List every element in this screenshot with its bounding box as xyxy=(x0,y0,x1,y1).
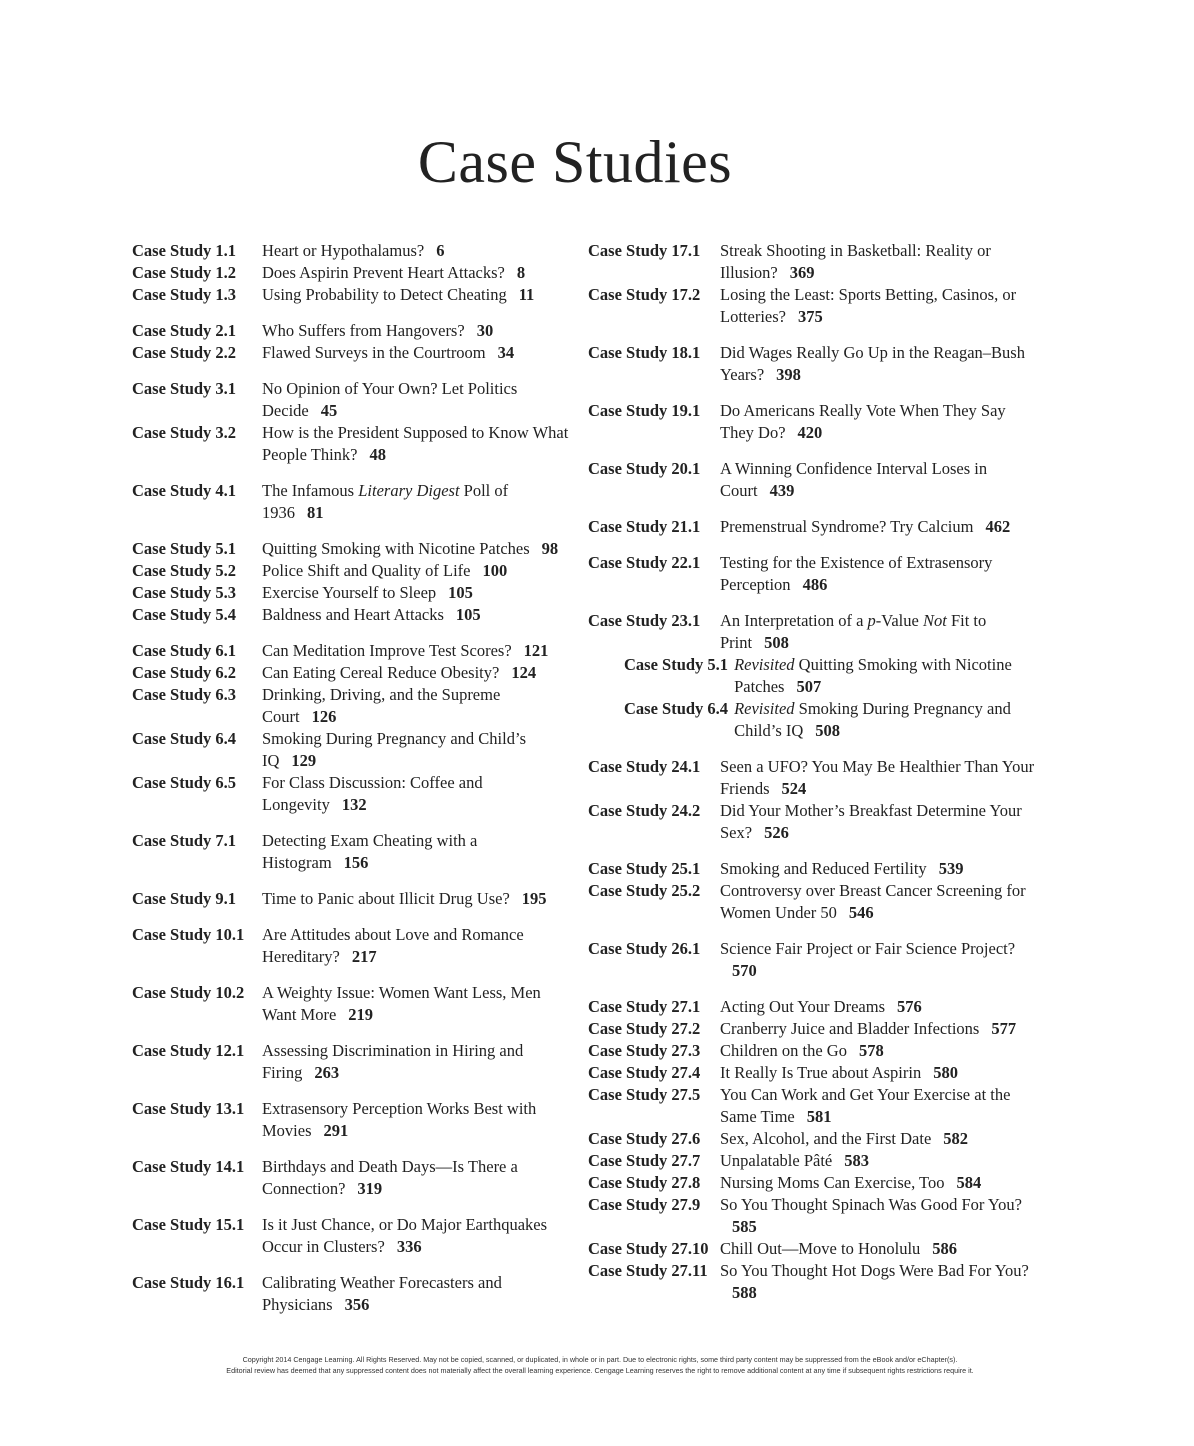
case-study-entry xyxy=(588,400,1038,444)
case-study-entry xyxy=(132,582,572,604)
case-study-title: Did Wages Really Go Up in the Reagan–Bush Years? 398 xyxy=(720,343,1025,384)
case-study-label: Case Study 23.1 xyxy=(588,611,701,630)
case-study-title: Sex, Alcohol, and the First Date 582 xyxy=(720,1129,969,1148)
page-number: 570 xyxy=(732,961,757,980)
case-study-title: Can Meditation Improve Test Scores? 121 xyxy=(262,641,549,660)
page-number: 8 xyxy=(516,263,526,282)
case-study-group xyxy=(588,458,1038,502)
case-study-label: Case Study 1.3 xyxy=(132,285,237,304)
case-study-entry xyxy=(132,662,572,684)
case-study-title: Smoking During Pregnancy and Child’s IQ 129 xyxy=(262,729,526,770)
case-study-entry xyxy=(132,378,572,422)
page-number: 578 xyxy=(858,1041,884,1060)
page-number: 356 xyxy=(344,1295,370,1314)
case-study-label: Case Study 6.4 xyxy=(624,699,729,718)
case-study-title: Extrasensory Perception Works Best with Movies 291 xyxy=(262,1099,537,1140)
case-study-entry xyxy=(132,1040,572,1084)
page-number: 11 xyxy=(518,285,535,304)
case-study-entry xyxy=(588,858,1038,880)
case-study-label: Case Study 4.1 xyxy=(132,481,237,500)
italic-text: Revisited xyxy=(734,655,795,674)
page-number: 439 xyxy=(769,481,795,500)
page-number: 6 xyxy=(436,241,445,260)
page-number: 582 xyxy=(943,1129,969,1148)
case-study-group xyxy=(132,378,572,466)
case-study-label: Case Study 5.1 xyxy=(132,539,237,558)
page-number: 98 xyxy=(541,539,559,558)
case-study-title: Detecting Exam Cheating with a Histogram 156 xyxy=(262,831,478,872)
case-study-group xyxy=(132,320,572,364)
page-number: 217 xyxy=(351,947,377,966)
case-study-label: Case Study 27.7 xyxy=(588,1151,701,1170)
page-number: 45 xyxy=(320,401,338,420)
case-study-group xyxy=(588,342,1038,386)
case-study-entry xyxy=(132,560,572,582)
case-study-title: Unpalatable Pâté 583 xyxy=(720,1151,869,1170)
case-study-entry xyxy=(132,1098,572,1142)
case-study-entry xyxy=(132,1156,572,1200)
case-study-revisited-entry xyxy=(624,654,1038,698)
case-study-group xyxy=(132,1098,572,1142)
case-study-label: Case Study 6.3 xyxy=(132,685,237,704)
case-study-title: Baldness and Heart Attacks 105 xyxy=(262,605,481,624)
case-study-title: Are Attitudes about Love and Romance Hereditary? 217 xyxy=(262,925,524,966)
case-study-entry xyxy=(132,924,572,968)
italic-text: p xyxy=(867,611,876,630)
case-study-label: Case Study 3.1 xyxy=(132,379,237,398)
case-study-title: Can Eating Cereal Reduce Obesity? 124 xyxy=(262,663,537,682)
page-number: 30 xyxy=(476,321,494,340)
case-study-label: Case Study 19.1 xyxy=(588,401,701,420)
case-study-entry xyxy=(132,422,572,466)
case-study-title: Do Americans Really Vote When They Say They Do? 420 xyxy=(720,401,1006,442)
page-number: 34 xyxy=(497,343,515,362)
case-study-entry xyxy=(132,772,572,816)
page-number: 263 xyxy=(314,1063,340,1082)
case-study-title: An Interpretation of a p-Value Not Fit to Print 508 xyxy=(720,611,987,652)
case-study-title: How is the President Supposed to Know What People Think? 48 xyxy=(262,423,569,464)
case-study-title: Calibrating Weather Forecasters and Physicians 356 xyxy=(262,1273,502,1314)
footer-line: Editorial review has deemed that any suppressed content does not materially affect the overall learning experience. Cengage Learning reserves the right to remove additional content at any time if subsequent rights restrictions require it. xyxy=(226,1366,974,1375)
case-study-label: Case Study 17.2 xyxy=(588,285,701,304)
case-study-title: Exercise Yourself to Sleep 105 xyxy=(262,583,473,602)
page-number: 420 xyxy=(797,423,823,442)
case-study-title: Who Suffers from Hangovers? 30 xyxy=(262,321,494,340)
case-study-label: Case Study 2.1 xyxy=(132,321,237,340)
case-study-entry xyxy=(588,516,1038,538)
case-study-entry xyxy=(588,284,1038,328)
italic-text: Literary Digest xyxy=(358,481,460,500)
case-study-group xyxy=(132,538,572,626)
case-study-label: Case Study 12.1 xyxy=(132,1041,245,1060)
case-study-entry xyxy=(588,1062,1038,1084)
page-number: 584 xyxy=(956,1173,982,1192)
case-study-group xyxy=(588,858,1038,924)
page-number: 105 xyxy=(455,605,481,624)
case-study-group xyxy=(588,400,1038,444)
case-study-label: Case Study 1.2 xyxy=(132,263,237,282)
case-study-title: Chill Out—Move to Honolulu 586 xyxy=(720,1239,958,1258)
case-study-title: The Infamous Literary Digest Poll of 1936 81 xyxy=(262,481,509,522)
case-study-entry xyxy=(132,888,572,910)
page-number: 48 xyxy=(369,445,386,464)
italic-text: Revisited xyxy=(734,699,795,718)
case-study-label: Case Study 24.1 xyxy=(588,757,701,776)
case-study-label: Case Study 27.1 xyxy=(588,997,701,1016)
case-study-label: Case Study 27.4 xyxy=(588,1063,701,1082)
case-study-entry xyxy=(132,684,572,728)
case-study-label: Case Study 22.1 xyxy=(588,553,701,572)
case-study-label: Case Study 27.8 xyxy=(588,1173,701,1192)
page-number: 195 xyxy=(521,889,547,908)
case-study-group xyxy=(588,516,1038,538)
case-study-title: Drinking, Driving, and the Supreme Court 126 xyxy=(262,685,501,726)
case-study-entry xyxy=(588,996,1038,1018)
case-study-label: Case Study 27.2 xyxy=(588,1019,701,1038)
case-study-title: Does Aspirin Prevent Heart Attacks? 8 xyxy=(262,263,526,282)
page-number: 486 xyxy=(802,575,828,594)
case-study-title: Controversy over Breast Cancer Screening for Women Under 50 546 xyxy=(720,881,1026,922)
case-study-label: Case Study 7.1 xyxy=(132,831,237,850)
page-number: 581 xyxy=(806,1107,832,1126)
case-study-label: Case Study 18.1 xyxy=(588,343,701,362)
case-study-group xyxy=(132,1040,572,1084)
page-number: 129 xyxy=(291,751,317,770)
case-study-label: Case Study 3.2 xyxy=(132,423,237,442)
case-study-entry xyxy=(132,538,572,560)
case-study-title: Premenstrual Syndrome? Try Calcium 462 xyxy=(720,517,1011,536)
case-study-title: So You Thought Spinach Was Good For You?585 xyxy=(720,1195,1022,1236)
case-study-label: Case Study 27.11 xyxy=(588,1261,708,1280)
case-study-title: Time to Panic about Illicit Drug Use? 195 xyxy=(262,889,547,908)
page-number: 319 xyxy=(357,1179,383,1198)
case-study-entry xyxy=(588,342,1038,386)
case-study-entry xyxy=(588,610,1038,654)
case-study-group xyxy=(588,240,1038,328)
page-number: 105 xyxy=(448,583,473,602)
case-study-entry xyxy=(588,1018,1038,1040)
case-study-group xyxy=(132,830,572,874)
page-number: 524 xyxy=(781,779,807,798)
case-study-title: So You Thought Hot Dogs Were Bad For You?588 xyxy=(720,1261,1029,1302)
case-study-label: Case Study 27.3 xyxy=(588,1041,701,1060)
case-study-label: Case Study 27.5 xyxy=(588,1085,701,1104)
case-study-title: Streak Shooting in Basketball: Reality or Illusion? 369 xyxy=(720,241,991,282)
case-study-entry xyxy=(588,1260,1038,1304)
case-study-title: You Can Work and Get Your Exercise at the Same Time 581 xyxy=(720,1085,1011,1126)
left-column xyxy=(132,240,572,1330)
case-study-entry xyxy=(132,1214,572,1258)
case-study-group xyxy=(132,480,572,524)
case-study-label: Case Study 24.2 xyxy=(588,801,701,820)
case-study-entry xyxy=(588,240,1038,284)
case-study-label: Case Study 20.1 xyxy=(588,459,701,478)
page-number: 586 xyxy=(932,1239,958,1258)
page-title: Case Studies xyxy=(417,129,733,195)
case-study-group xyxy=(132,240,572,306)
case-study-entry xyxy=(588,880,1038,924)
case-study-title: Science Fair Project or Fair Science Project?570 xyxy=(720,939,1016,980)
page-number: 462 xyxy=(985,517,1011,536)
case-study-title: Police Shift and Quality of Life 100 xyxy=(262,561,508,580)
page-number: 398 xyxy=(776,365,801,384)
case-study-entry xyxy=(132,640,572,662)
case-study-entry xyxy=(588,1150,1038,1172)
case-study-entry xyxy=(588,938,1038,982)
case-study-title: Heart or Hypothalamus? 6 xyxy=(262,241,445,260)
page-number: 508 xyxy=(815,721,841,740)
case-study-entry xyxy=(588,1238,1038,1260)
case-study-entry xyxy=(132,240,572,262)
page-number: 577 xyxy=(991,1019,1017,1038)
page-number: 508 xyxy=(764,633,789,652)
case-study-group xyxy=(588,756,1038,844)
case-study-label: Case Study 21.1 xyxy=(588,517,701,536)
case-study-group xyxy=(132,924,572,968)
page-number: 583 xyxy=(844,1151,869,1170)
page-number: 126 xyxy=(311,707,337,726)
case-study-label: Case Study 9.1 xyxy=(132,889,237,908)
case-study-label: Case Study 14.1 xyxy=(132,1157,245,1176)
page-number: 132 xyxy=(341,795,367,814)
case-study-entry xyxy=(132,1272,572,1316)
case-study-entry xyxy=(588,756,1038,800)
page-number: 124 xyxy=(511,663,537,682)
page-number: 336 xyxy=(396,1237,422,1256)
case-study-title: Birthdays and Death Days—Is There a Connection? 319 xyxy=(262,1157,518,1198)
case-study-group xyxy=(132,640,572,816)
copyright-footer xyxy=(120,1354,1080,1376)
page-number: 585 xyxy=(732,1217,757,1236)
case-study-label: Case Study 10.1 xyxy=(132,925,245,944)
case-study-group xyxy=(132,1272,572,1316)
case-study-group xyxy=(132,982,572,1026)
case-study-title: A Weighty Issue: Women Want Less, Men Want More 219 xyxy=(262,983,541,1024)
case-study-title: Seen a UFO? You May Be Healthier Than Your Friends 524 xyxy=(720,757,1035,798)
case-study-group xyxy=(132,1156,572,1200)
case-study-entry xyxy=(132,284,572,306)
page-number: 546 xyxy=(848,903,874,922)
page-number: 526 xyxy=(764,823,789,842)
page-number: 219 xyxy=(348,1005,374,1024)
case-study-title: Smoking and Reduced Fertility 539 xyxy=(720,859,964,878)
case-study-label: Case Study 13.1 xyxy=(132,1099,245,1118)
page-number: 369 xyxy=(789,263,815,282)
case-study-label: Case Study 26.1 xyxy=(588,939,701,958)
case-study-title: Assessing Discrimination in Hiring and Firing 263 xyxy=(262,1041,524,1082)
case-study-title: No Opinion of Your Own? Let Politics Decide 45 xyxy=(262,379,518,420)
case-study-entry xyxy=(588,1040,1038,1062)
case-study-label: Case Study 5.1 xyxy=(624,655,729,674)
case-study-label: Case Study 25.1 xyxy=(588,859,701,878)
case-study-group xyxy=(588,610,1038,742)
case-study-entry xyxy=(588,1194,1038,1238)
case-study-title: Did Your Mother’s Breakfast Determine Your Sex? 526 xyxy=(720,801,1022,842)
case-study-label: Case Study 6.2 xyxy=(132,663,237,682)
case-study-entry xyxy=(132,982,572,1026)
case-study-title: It Really Is True about Aspirin 580 xyxy=(720,1063,958,1082)
case-study-label: Case Study 6.1 xyxy=(132,641,237,660)
case-study-title: For Class Discussion: Coffee and Longevity 132 xyxy=(262,773,483,814)
case-study-title: Testing for the Existence of Extrasensory Perception 486 xyxy=(720,553,993,594)
case-study-entry xyxy=(132,604,572,626)
case-study-title: Cranberry Juice and Bladder Infections 577 xyxy=(720,1019,1017,1038)
italic-text: Not xyxy=(922,611,947,630)
case-study-label: Case Study 27.10 xyxy=(588,1239,709,1258)
case-study-entry xyxy=(588,552,1038,596)
page-number: 539 xyxy=(938,859,964,878)
case-study-label: Case Study 5.2 xyxy=(132,561,237,580)
case-study-title: Revisited Smoking During Pregnancy and Child’s IQ 508 xyxy=(734,699,1011,740)
case-study-label: Case Study 10.2 xyxy=(132,983,245,1002)
page-number: 576 xyxy=(897,997,922,1016)
case-study-label: Case Study 1.1 xyxy=(132,241,237,260)
page-number: 291 xyxy=(323,1121,349,1140)
case-study-title: Acting Out Your Dreams 576 xyxy=(720,997,922,1016)
case-study-label: Case Study 17.1 xyxy=(588,241,701,260)
case-study-label: Case Study 27.6 xyxy=(588,1129,701,1148)
case-study-label: Case Study 15.1 xyxy=(132,1215,245,1234)
case-study-group xyxy=(588,996,1038,1304)
page-number: 507 xyxy=(796,677,822,696)
page-number: 100 xyxy=(482,561,508,580)
page-number: 588 xyxy=(732,1283,757,1302)
footer-line: Copyright 2014 Cengage Learning. All Rights Reserved. May not be copied, scanned, or duplicated, in whole or in part. Due to electronic rights, some third party content may be suppressed from the eBook and/or eChapter(s). xyxy=(242,1355,958,1364)
case-study-label: Case Study 6.4 xyxy=(132,729,237,748)
case-study-title: Children on the Go 578 xyxy=(720,1041,884,1060)
case-study-title: Is it Just Chance, or Do Major Earthquakes Occur in Clusters? 336 xyxy=(262,1215,548,1256)
case-study-title: Nursing Moms Can Exercise, Too 584 xyxy=(720,1173,982,1192)
right-column xyxy=(588,240,1038,1318)
case-study-group xyxy=(588,552,1038,596)
case-study-title: Using Probability to Detect Cheating 11 xyxy=(262,285,535,304)
case-study-title: Losing the Least: Sports Betting, Casinos, or Lotteries? 375 xyxy=(720,285,1017,326)
case-study-label: Case Study 5.3 xyxy=(132,583,237,602)
case-study-label: Case Study 5.4 xyxy=(132,605,237,624)
case-study-title: Flawed Surveys in the Courtroom 34 xyxy=(262,343,515,362)
case-study-group xyxy=(132,888,572,910)
case-study-entry xyxy=(588,458,1038,502)
case-study-title: Revisited Quitting Smoking with Nicotine Patches 507 xyxy=(734,655,1012,696)
case-study-entry xyxy=(132,342,572,364)
page-number: 81 xyxy=(307,503,324,522)
page-number: 580 xyxy=(933,1063,958,1082)
case-study-entry xyxy=(588,1084,1038,1128)
case-study-entry xyxy=(132,728,572,772)
case-study-entry xyxy=(132,480,572,524)
case-study-entry xyxy=(588,1128,1038,1150)
page-number: 156 xyxy=(343,853,369,872)
case-study-title: A Winning Confidence Interval Loses in Court 439 xyxy=(720,459,988,500)
page-number: 121 xyxy=(523,641,549,660)
case-study-entry xyxy=(588,1172,1038,1194)
case-study-label: Case Study 25.2 xyxy=(588,881,701,900)
case-study-group xyxy=(132,1214,572,1258)
case-study-label: Case Study 16.1 xyxy=(132,1273,245,1292)
case-study-group xyxy=(588,938,1038,982)
case-study-entry xyxy=(132,830,572,874)
case-study-entry xyxy=(132,262,572,284)
case-study-label: Case Study 6.5 xyxy=(132,773,237,792)
page-number: 375 xyxy=(797,307,823,326)
case-study-revisited-entry xyxy=(624,698,1038,742)
case-study-entry xyxy=(588,800,1038,844)
case-study-label: Case Study 27.9 xyxy=(588,1195,701,1214)
case-study-entry xyxy=(132,320,572,342)
case-study-title: Quitting Smoking with Nicotine Patches 98 xyxy=(262,539,559,558)
case-study-label: Case Study 2.2 xyxy=(132,343,237,362)
